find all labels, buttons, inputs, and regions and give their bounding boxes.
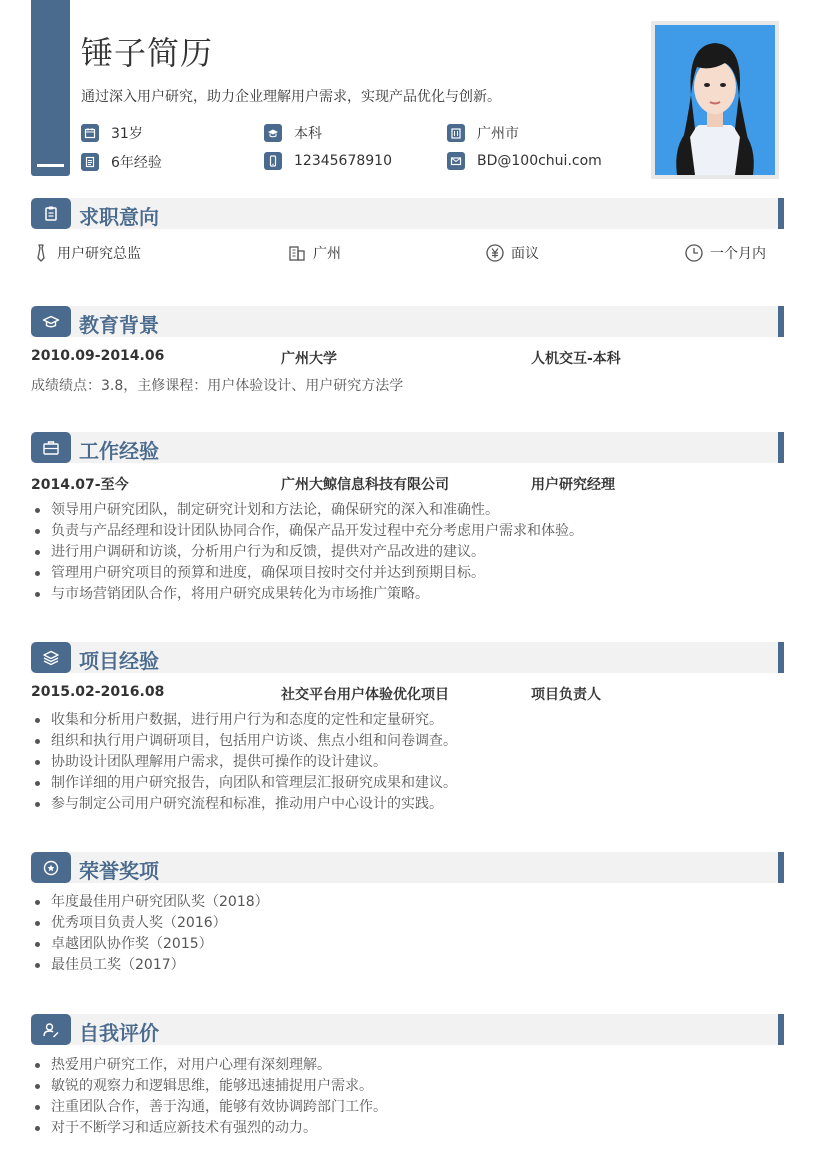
building-icon — [447, 124, 465, 142]
office-building-icon — [287, 243, 307, 263]
list-item: 组织和执行用户调研项目，包括用户访谈、焦点小组和问卷调查。 — [31, 731, 457, 752]
education-period: 2010.09-2014.06 — [31, 348, 165, 364]
info-age-text: 31岁 — [111, 126, 143, 142]
info-phone — [264, 152, 392, 170]
section-header-work — [31, 432, 784, 463]
intent-availability — [684, 243, 766, 263]
education-detail: 成绩绩点：3.8，主修课程：用户体验设计、用户研究方法学 — [31, 378, 404, 394]
list-item: 敏锐的观察力和逻辑思维，能够迅速捕捉用户需求。 — [31, 1076, 387, 1097]
intent-salary — [485, 243, 539, 263]
list-item: 年度最佳用户研究团队奖（2018） — [31, 892, 269, 913]
yen-icon — [485, 243, 505, 263]
info-email-text: BD@100chui.com — [477, 153, 602, 169]
section-title-project: 项目经验 — [79, 649, 159, 673]
list-item: 注重团队合作，善于沟通，能够有效协调跨部门工作。 — [31, 1097, 387, 1118]
intent-position-text: 用户研究总监 — [57, 246, 141, 262]
info-age — [81, 123, 143, 143]
graduation-cap-icon — [264, 124, 282, 142]
info-experience-text: 6年经验 — [111, 155, 162, 171]
clock-icon — [684, 243, 704, 263]
info-city-text: 广州市 — [477, 126, 519, 142]
work-role: 用户研究经理 — [531, 477, 615, 493]
graduation-cap-icon — [31, 306, 71, 337]
list-item: 管理用户研究项目的预算和进度，确保项目按时交付并达到预期目标。 — [31, 563, 583, 584]
project-name: 社交平台用户体验优化项目 — [281, 687, 449, 703]
list-item: 对于不断学习和适应新技术有强烈的动力。 — [31, 1118, 387, 1139]
list-item: 优秀项目负责人奖（2016） — [31, 913, 269, 934]
section-title-intent: 求职意向 — [79, 205, 159, 229]
list-item: 制作详细的用户研究报告，向团队和管理层汇报研究成果和建议。 — [31, 773, 457, 794]
list-item: 卓越团队协作奖（2015） — [31, 934, 269, 955]
document-icon — [81, 153, 99, 171]
intent-position — [31, 243, 141, 263]
info-email — [447, 152, 602, 170]
section-header-intent — [31, 198, 784, 229]
self-evaluation-list — [31, 1055, 387, 1139]
project-period: 2015.02-2016.08 — [31, 684, 165, 700]
section-end-bar — [778, 642, 784, 673]
work-company: 广州大鲸信息科技有限公司 — [281, 477, 449, 493]
education-major: 人机交互-本科 — [531, 351, 621, 367]
avatar-portrait — [655, 25, 775, 175]
project-role: 项目负责人 — [531, 687, 601, 703]
intent-availability-text: 一个月内 — [710, 246, 766, 262]
phone-icon — [264, 152, 282, 170]
intent-city-text: 广州 — [313, 246, 341, 262]
section-title-education: 教育背景 — [79, 313, 159, 337]
list-item: 进行用户调研和访谈，分析用户行为和反馈，提供对产品改进的建议。 — [31, 542, 583, 563]
list-item: 参与制定公司用户研究流程和标准，推动用户中心设计的实践。 — [31, 794, 457, 815]
section-end-bar — [778, 432, 784, 463]
info-experience — [81, 152, 162, 172]
layers-icon — [31, 642, 71, 673]
section-title-self: 自我评价 — [79, 1021, 159, 1045]
list-item: 负责与产品经理和设计团队协同合作，确保产品开发过程中充分考虑用户需求和体验。 — [31, 521, 583, 542]
intent-salary-text: 面议 — [511, 246, 539, 262]
medal-icon — [31, 852, 71, 883]
list-item: 收集和分析用户数据，进行用户行为和态度的定性和定量研究。 — [31, 710, 457, 731]
profile-photo — [651, 21, 779, 179]
section-title-awards: 荣誉奖项 — [79, 859, 159, 883]
resume-name: 锤子简历 — [81, 34, 214, 72]
tie-icon — [31, 243, 51, 263]
calendar-icon — [81, 124, 99, 142]
section-end-bar — [778, 1014, 784, 1045]
resume-slogan: 通过深入用户研究，助力企业理解用户需求，实现产品优化与创新。 — [81, 89, 501, 105]
accent-dash — [37, 164, 64, 167]
work-duties-list — [31, 500, 583, 605]
user-edit-icon — [31, 1014, 71, 1045]
section-title-work: 工作经验 — [79, 439, 159, 463]
section-end-bar — [778, 198, 784, 229]
section-end-bar — [778, 306, 784, 337]
header-accent-bar — [31, 0, 70, 176]
briefcase-icon — [31, 432, 71, 463]
section-end-bar — [778, 852, 784, 883]
awards-list — [31, 892, 269, 976]
list-item: 领导用户研究团队，制定研究计划和方法论，确保研究的深入和准确性。 — [31, 500, 583, 521]
section-header-awards — [31, 852, 784, 883]
mail-icon — [447, 152, 465, 170]
list-item: 与市场营销团队合作，将用户研究成果转化为市场推广策略。 — [31, 584, 583, 605]
info-city — [447, 123, 519, 143]
info-phone-text: 12345678910 — [294, 153, 392, 169]
intent-city — [287, 243, 341, 263]
section-header-project — [31, 642, 784, 673]
list-item: 协助设计团队理解用户需求，提供可操作的设计建议。 — [31, 752, 457, 773]
section-header-self — [31, 1014, 784, 1045]
list-item: 最佳员工奖（2017） — [31, 955, 269, 976]
education-school: 广州大学 — [281, 351, 337, 367]
work-period: 2014.07-至今 — [31, 477, 129, 493]
list-item: 热爱用户研究工作，对用户心理有深刻理解。 — [31, 1055, 387, 1076]
info-degree-text: 本科 — [294, 126, 322, 142]
section-header-education — [31, 306, 784, 337]
info-degree — [264, 123, 322, 143]
project-duties-list — [31, 710, 457, 815]
clipboard-icon — [31, 198, 71, 229]
